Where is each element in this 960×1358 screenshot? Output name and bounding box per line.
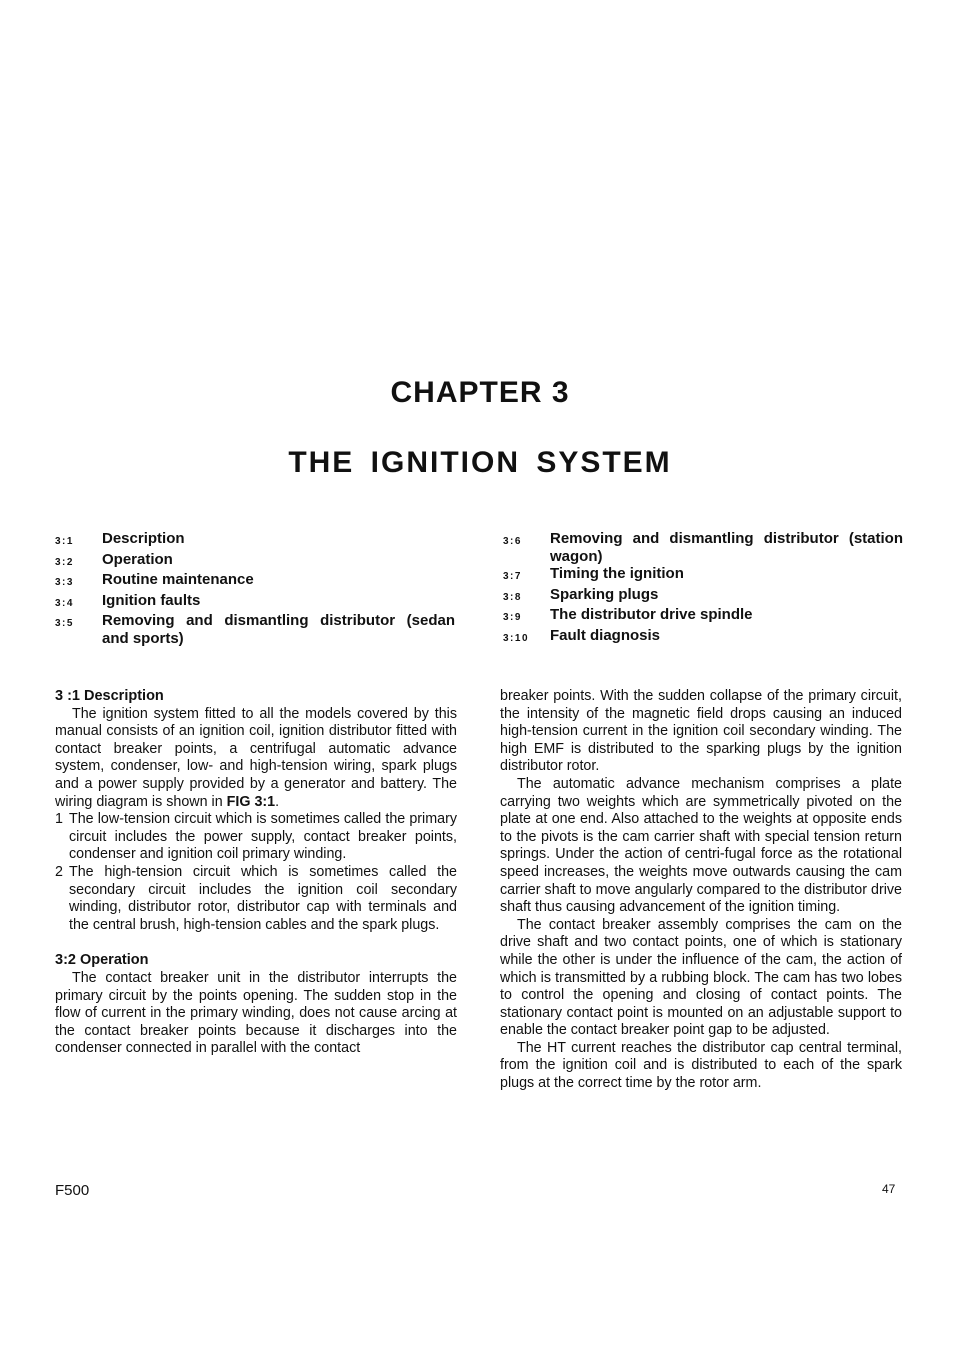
- contents-item-title: Sparking plugs: [550, 585, 659, 603]
- contents-item: [503, 627, 903, 648]
- contents-item-title: Ignition faults: [102, 591, 201, 609]
- contents-item-title: Fault diagnosis: [550, 626, 661, 644]
- list-item: [55, 811, 457, 864]
- contents-list-left: [55, 530, 455, 648]
- contents-item: [55, 530, 455, 551]
- operation-paragraph-continued: breaker points. With the sudden collapse of the primary circuit, the intensity of the magnetic field drops causing an induced high-tension current in the ignition coil secondary winding. The high EMF is distributed to the sparking plugs by the ignition distributor rotor.: [500, 688, 902, 775]
- list-item-text: The low-tension circuit which is sometimes called the primary circuit includes the power supply, contact breaker points, condenser and ignition coil primary winding.: [69, 811, 457, 863]
- list-item-text: The high-tension circuit which is sometimes called the secondary circuit includes the ignition coil secondary winding, distributor rotor, distributor cap with terminals and the central brush, high-tension cables and the spark plugs.: [69, 863, 457, 933]
- chapter-heading: CHAPTER 3: [390, 376, 570, 409]
- contents-item-title: Removing and dismantling distributor (station wagon): [550, 530, 903, 565]
- ht-current-paragraph: The HT current reaches the distributor cap central terminal, from the ignition coil and is distributed to each of the spark plugs at the correct time by the rotor arm.: [500, 1039, 902, 1092]
- contents-item-number: 3:8: [503, 591, 522, 603]
- contents-item: [55, 592, 455, 613]
- contents-item-number: 3:3: [55, 577, 74, 589]
- contents-item-title: Operation: [102, 550, 173, 568]
- text-column-right: [500, 688, 902, 1093]
- contact-breaker-paragraph: The contact breaker assembly comprises the cam on the drive shaft and two contact points, one of which is stationary while the other is under the influence of the cam, the action of which is transmitted by a rubbing block. The cam has two lobes to control the opening and closing of contact points. The stationary contact point is mounted on an adjustable support to enable the contact breaker point gap to be adjusted.: [500, 916, 902, 1039]
- contents-item-number: 3:7: [503, 571, 522, 583]
- contents-item-title: Removing and dismantling distributor (sedan and sports): [102, 612, 455, 647]
- contents-item-title: The distributor drive spindle: [550, 606, 753, 624]
- contents-item: [503, 586, 903, 607]
- figure-reference: FIG 3:1: [226, 793, 276, 810]
- contents-item-title: Description: [102, 530, 185, 547]
- contents-item-number: 3:5: [55, 618, 74, 630]
- contents-item-number: 3:2: [55, 556, 74, 568]
- contents-item-number: 3:10: [503, 632, 530, 644]
- contents-item-title: Routine maintenance: [102, 571, 254, 589]
- list-item-number: 2: [55, 863, 63, 880]
- contents-item: [55, 612, 455, 647]
- contents-item: [503, 530, 903, 565]
- chapter-title: THE IGNITION SYSTEM: [288, 446, 672, 479]
- description-paragraph: The ignition system fitted to all the models covered by this manual consists of an ignition coil, ignition distributor fitted with contact breaker points, a centrifugal automatic advance system, condenser, low- and high-tension wiring, spark plugs and a power supply provided by a generator and battery. The wiring diagram is shown in FIG 3:1.: [55, 705, 457, 810]
- contents-item-title: Timing the ignition: [550, 565, 684, 583]
- text-column-left: [55, 688, 457, 1058]
- contents-item: [503, 565, 903, 586]
- section-heading-operation: 3:2 Operation: [55, 952, 149, 969]
- contents-list-right: [503, 530, 903, 648]
- contents-item-number: 3:1: [55, 536, 74, 547]
- contents-item: [503, 606, 903, 627]
- footer-code: F500: [55, 1182, 90, 1199]
- page-number: 47: [882, 1182, 896, 1196]
- advance-mechanism-paragraph: The automatic advance mechanism comprises a plate carrying two weights which are symmetrically pivoted on the plate at one end. Also attached to the weights at opposite ends to the pivots is the cam carrier shaft with special tension return springs. Under the action of centri-fugal force as the rotational speed increases, the weights move outwards causing the cam carrier shaft to move angularly compared to the distributor drive shaft thus causing advancement of the ignition timing.: [500, 775, 902, 916]
- section-heading-description: 3 :1 Description: [55, 688, 164, 704]
- list-item-number: 1: [55, 811, 63, 828]
- contents-item-number: 3:9: [503, 612, 522, 624]
- list-item: [55, 864, 457, 934]
- contents-item-number: 3:6: [503, 536, 522, 547]
- contents-item-number: 3:4: [55, 597, 74, 609]
- contents-item: [55, 571, 455, 592]
- contents-item: [55, 551, 455, 572]
- operation-paragraph: The contact breaker unit in the distributor interrupts the primary circuit by the points opening. The sudden stop in the flow of current in the primary winding, does not cause arcing at the contact breaker points because it discharges into the condenser connected in parallel with the contact: [55, 969, 457, 1057]
